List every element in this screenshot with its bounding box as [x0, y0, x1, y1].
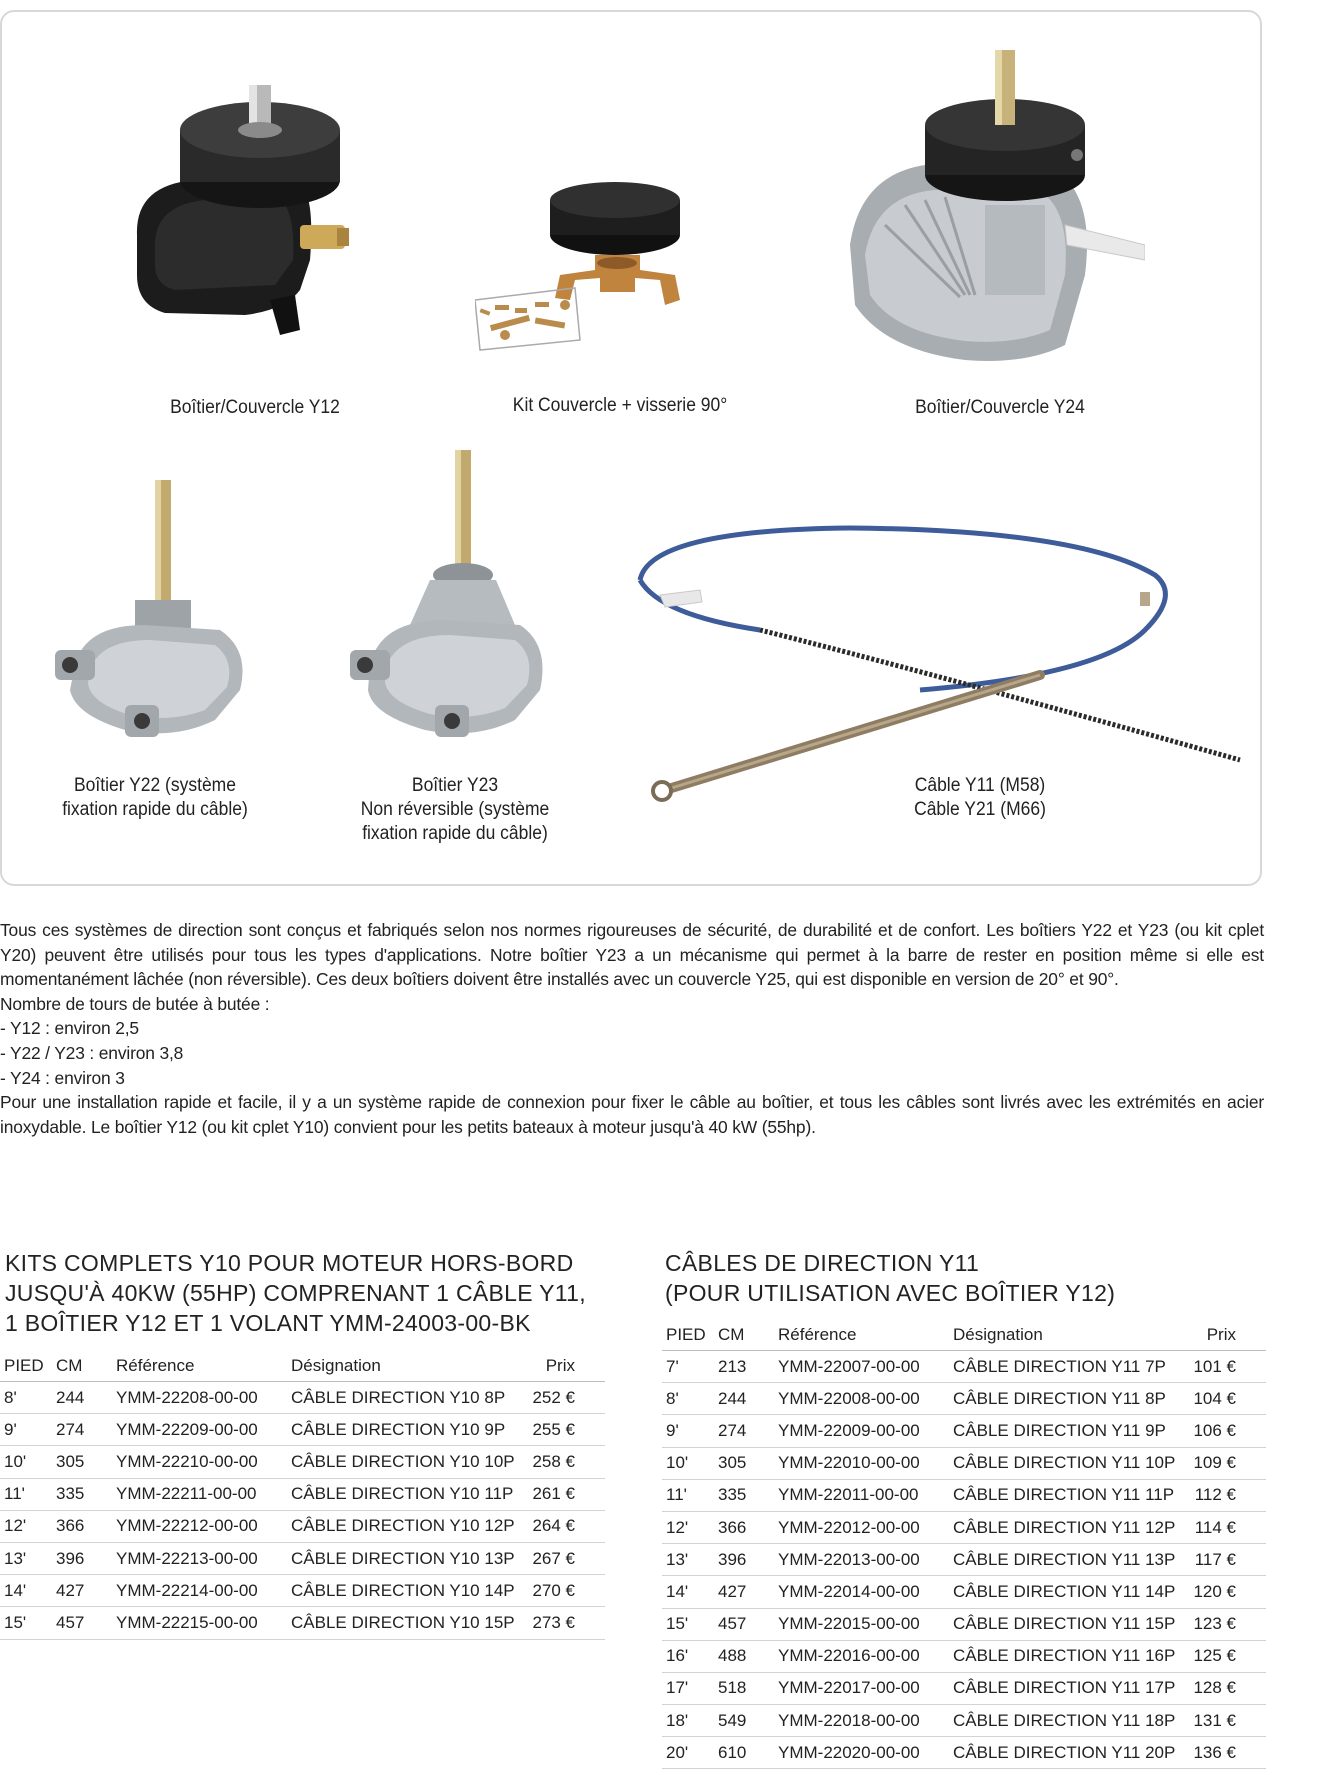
cell-designation: CÂBLE DIRECTION Y10 14P [287, 1575, 522, 1607]
cell-cm: 549 [714, 1705, 774, 1737]
table-row [0, 1542, 605, 1574]
table-row [662, 1383, 1266, 1415]
cell-designation: CÂBLE DIRECTION Y10 9P [287, 1414, 522, 1446]
cell-pied: 15' [662, 1608, 714, 1640]
cell-reference: YMM-22008-00-00 [774, 1383, 949, 1415]
cell-prix: 123 € [1184, 1608, 1266, 1640]
intro-text [0, 918, 1264, 1139]
y23-housing-image [350, 450, 560, 755]
cell-prix: 261 € [522, 1478, 605, 1510]
col-cm: CM [714, 1320, 774, 1351]
cell-reference: YMM-22013-00-00 [774, 1544, 949, 1576]
cell-cm: 427 [52, 1575, 112, 1607]
cell-pied: 10' [0, 1446, 52, 1478]
cell-pied: 9' [662, 1415, 714, 1447]
table-row [0, 1478, 605, 1510]
col-reference: Référence [774, 1320, 949, 1351]
cell-reference: YMM-22215-00-00 [112, 1607, 287, 1639]
caption-cable: Câble Y11 (M58) Câble Y21 (M66) [914, 775, 1046, 820]
cell-designation: CÂBLE DIRECTION Y10 8P [287, 1382, 522, 1414]
caption-kit-cover-90: Kit Couvercle + visserie 90° [512, 395, 728, 416]
cell-designation: CÂBLE DIRECTION Y11 11P [949, 1479, 1184, 1511]
cell-cm: 335 [52, 1478, 112, 1510]
cell-designation: CÂBLE DIRECTION Y10 13P [287, 1542, 522, 1574]
cell-pied: 8' [662, 1383, 714, 1415]
col-designation: Désignation [949, 1320, 1184, 1351]
turns-item: - Y12 : environ 2,5 [0, 1018, 139, 1039]
col-designation: Désignation [287, 1351, 522, 1382]
cell-cm: 610 [714, 1737, 774, 1769]
cell-cm: 305 [714, 1447, 774, 1479]
cell-prix: 264 € [522, 1510, 605, 1542]
cell-reference: YMM-22020-00-00 [774, 1737, 949, 1769]
cell-reference: YMM-22213-00-00 [112, 1542, 287, 1574]
table-header-row [0, 1351, 605, 1382]
turns-heading: Nombre de tours de butée à butée : [0, 993, 270, 1014]
cell-reference: YMM-22210-00-00 [112, 1446, 287, 1478]
cell-designation: CÂBLE DIRECTION Y11 15P [949, 1608, 1184, 1640]
col-cm: CM [52, 1351, 112, 1382]
cell-cm: 335 [714, 1479, 774, 1511]
table-row [662, 1447, 1266, 1479]
cell-pied: 11' [0, 1478, 52, 1510]
cell-cm: 518 [714, 1672, 774, 1704]
cell-reference: YMM-22208-00-00 [112, 1382, 287, 1414]
cell-prix: 131 € [1184, 1705, 1266, 1737]
table-row [0, 1382, 605, 1414]
cell-pied: 12' [662, 1511, 714, 1543]
cell-cm: 305 [52, 1446, 112, 1478]
y24-housing-image [845, 45, 1145, 365]
turns-item: - Y24 : environ 3 [0, 1067, 125, 1088]
turns-item: - Y22 / Y23 : environ 3,8 [0, 1042, 184, 1063]
cell-designation: CÂBLE DIRECTION Y11 14P [949, 1576, 1184, 1608]
cell-cm: 244 [52, 1382, 112, 1414]
col-prix: Prix [522, 1351, 605, 1382]
cell-pied: 9' [0, 1414, 52, 1446]
cell-pied: 14' [662, 1576, 714, 1608]
cell-prix: 104 € [1184, 1383, 1266, 1415]
cell-designation: CÂBLE DIRECTION Y11 18P [949, 1705, 1184, 1737]
table-row [662, 1737, 1266, 1769]
cell-pied: 14' [0, 1575, 52, 1607]
cell-designation: CÂBLE DIRECTION Y10 12P [287, 1510, 522, 1542]
caption-y22: Boîtier Y22 (système fixation rapide du câble) [62, 775, 248, 820]
cell-cm: 274 [714, 1415, 774, 1447]
cables-table-title: CÂBLES DE DIRECTION Y11 (POUR UTILISATION AVEC BOÎTIER Y12) [665, 1250, 1116, 1306]
cell-designation: CÂBLE DIRECTION Y11 12P [949, 1511, 1184, 1543]
cell-pied: 12' [0, 1510, 52, 1542]
cell-designation: CÂBLE DIRECTION Y11 16P [949, 1640, 1184, 1672]
cell-pied: 13' [662, 1544, 714, 1576]
cell-reference: YMM-22010-00-00 [774, 1447, 949, 1479]
cell-cm: 366 [52, 1510, 112, 1542]
cell-reference: YMM-22018-00-00 [774, 1705, 949, 1737]
cell-prix: 112 € [1184, 1479, 1266, 1511]
cell-reference: YMM-22012-00-00 [774, 1511, 949, 1543]
table-row [0, 1510, 605, 1542]
cell-prix: 125 € [1184, 1640, 1266, 1672]
cell-prix: 101 € [1184, 1351, 1266, 1383]
cell-cm: 396 [714, 1544, 774, 1576]
cell-designation: CÂBLE DIRECTION Y11 7P [949, 1351, 1184, 1383]
cell-prix: 117 € [1184, 1544, 1266, 1576]
cell-prix: 252 € [522, 1382, 605, 1414]
col-pied: PIED [662, 1320, 714, 1351]
cell-designation: CÂBLE DIRECTION Y11 8P [949, 1383, 1184, 1415]
cell-cm: 244 [714, 1383, 774, 1415]
cables-price-table [662, 1320, 1266, 1769]
cell-pied: 17' [662, 1672, 714, 1704]
table-row [0, 1607, 605, 1639]
cell-designation: CÂBLE DIRECTION Y11 9P [949, 1415, 1184, 1447]
cell-designation: CÂBLE DIRECTION Y11 17P [949, 1672, 1184, 1704]
caption-y23: Boîtier Y23 Non réversible (système fixation rapide du câble) [360, 775, 550, 844]
cell-cm: 274 [52, 1414, 112, 1446]
cell-reference: YMM-22212-00-00 [112, 1510, 287, 1542]
table-row [0, 1446, 605, 1478]
cell-reference: YMM-22017-00-00 [774, 1672, 949, 1704]
cell-cm: 488 [714, 1640, 774, 1672]
intro-paragraph: Tous ces systèmes de direction sont conçus et fabriqués selon nos normes rigoureuses de sécurité, de durabilité et de confort. Les boîtiers Y22 et Y23 (ou kit cplet Y20) peuvent être utilisés pour tous les types d'applications. Notre boîtier Y23 a un mécanisme qui permet à la barre de rester en position même si elle est momentanément lâchée (non réversible). Ces deux boîtiers doivent être installés avec un couvercle Y25, qui est disponible en version de 20° et 90°. [0, 920, 1264, 990]
cell-prix: 109 € [1184, 1447, 1266, 1479]
cell-reference: YMM-22209-00-00 [112, 1414, 287, 1446]
cell-pied: 13' [0, 1542, 52, 1574]
table-row [662, 1640, 1266, 1672]
install-paragraph: Pour une installation rapide et facile, il y a un système rapide de connexion pour fixer le câble au boîtier, et tous les câbles sont livrés avec les extrémités en acier inoxydable. Le boîtier Y12 (ou kit cplet Y10) convient pour les petits bateaux à moteur jusqu'à 40 kW (55hp). [0, 1092, 1264, 1137]
cell-pied: 10' [662, 1447, 714, 1479]
table-header-row [662, 1320, 1266, 1351]
cell-reference: YMM-22007-00-00 [774, 1351, 949, 1383]
cable-y11-image [620, 520, 1250, 810]
cell-designation: CÂBLE DIRECTION Y10 11P [287, 1478, 522, 1510]
cell-designation: CÂBLE DIRECTION Y10 15P [287, 1607, 522, 1639]
cell-prix: 255 € [522, 1414, 605, 1446]
cell-reference: YMM-22009-00-00 [774, 1415, 949, 1447]
cell-designation: CÂBLE DIRECTION Y11 20P [949, 1737, 1184, 1769]
y22-housing-image [55, 475, 255, 750]
cell-prix: 136 € [1184, 1737, 1266, 1769]
table-row [662, 1705, 1266, 1737]
col-pied: PIED [0, 1351, 52, 1382]
kits-price-table [0, 1351, 605, 1640]
table-row [662, 1576, 1266, 1608]
cell-cm: 427 [714, 1576, 774, 1608]
cell-pied: 15' [0, 1607, 52, 1639]
cell-pied: 20' [662, 1737, 714, 1769]
cell-reference: YMM-22011-00-00 [774, 1479, 949, 1511]
caption-y24: Boîtier/Couvercle Y24 [915, 397, 1085, 418]
table-row [0, 1575, 605, 1607]
cell-pied: 16' [662, 1640, 714, 1672]
cell-prix: 258 € [522, 1446, 605, 1478]
table-row [662, 1351, 1266, 1383]
table-row [662, 1511, 1266, 1543]
cell-designation: CÂBLE DIRECTION Y11 13P [949, 1544, 1184, 1576]
cell-designation: CÂBLE DIRECTION Y11 10P [949, 1447, 1184, 1479]
cell-prix: 114 € [1184, 1511, 1266, 1543]
cell-designation: CÂBLE DIRECTION Y10 10P [287, 1446, 522, 1478]
table-row [662, 1608, 1266, 1640]
cell-prix: 120 € [1184, 1576, 1266, 1608]
cell-reference: YMM-22016-00-00 [774, 1640, 949, 1672]
table-row [662, 1672, 1266, 1704]
cell-cm: 396 [52, 1542, 112, 1574]
table-row [662, 1479, 1266, 1511]
cell-prix: 267 € [522, 1542, 605, 1574]
table-row [662, 1415, 1266, 1447]
cell-reference: YMM-22015-00-00 [774, 1608, 949, 1640]
table-row [0, 1414, 605, 1446]
cell-pied: 8' [0, 1382, 52, 1414]
kit-cover-90-image [475, 180, 735, 370]
cell-prix: 270 € [522, 1575, 605, 1607]
cell-reference: YMM-22014-00-00 [774, 1576, 949, 1608]
cell-prix: 106 € [1184, 1415, 1266, 1447]
cell-prix: 273 € [522, 1607, 605, 1639]
cell-cm: 457 [52, 1607, 112, 1639]
cell-cm: 366 [714, 1511, 774, 1543]
cell-pied: 11' [662, 1479, 714, 1511]
cell-pied: 7' [662, 1351, 714, 1383]
col-prix: Prix [1184, 1320, 1266, 1351]
cell-reference: YMM-22214-00-00 [112, 1575, 287, 1607]
cell-cm: 457 [714, 1608, 774, 1640]
col-reference: Référence [112, 1351, 287, 1382]
caption-y12: Boîtier/Couvercle Y12 [170, 397, 340, 418]
table-row [662, 1544, 1266, 1576]
cell-reference: YMM-22211-00-00 [112, 1478, 287, 1510]
cell-cm: 213 [714, 1351, 774, 1383]
cell-pied: 18' [662, 1705, 714, 1737]
cell-prix: 128 € [1184, 1672, 1266, 1704]
kits-table-title: KITS COMPLETS Y10 POUR MOTEUR HORS-BORD JUSQU'À 40KW (55HP) COMPRENANT 1 CÂBLE Y11, 1 BOÎTIER Y12 ET 1 VOLANT YMM-24003-00-BK [5, 1250, 586, 1336]
y12-housing-image [125, 85, 385, 345]
